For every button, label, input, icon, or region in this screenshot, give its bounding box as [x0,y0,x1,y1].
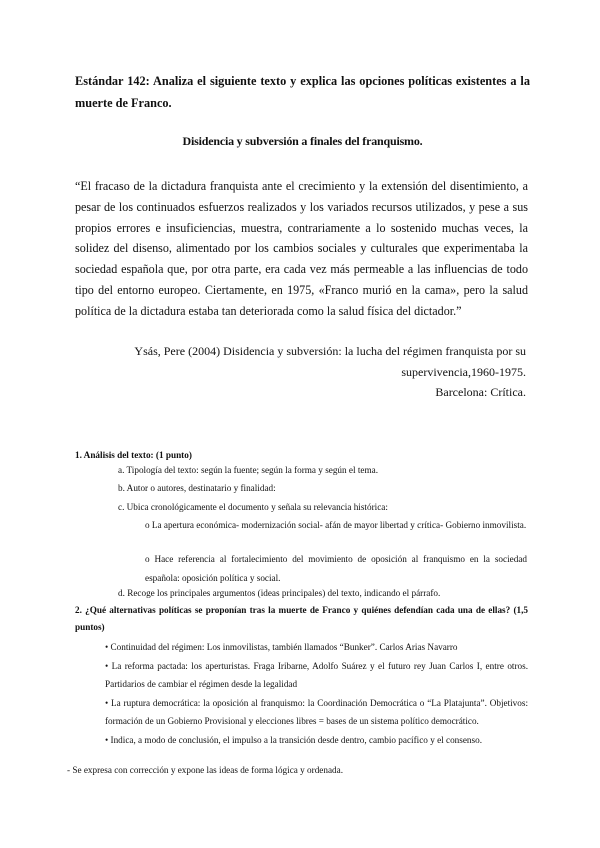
final-note: - Se expresa con corrección y expone las ideas de forma lógica y ordenada. [67,765,344,775]
standard-heading: Estándar 142: Analiza el siguiente texto y explica las opciones políticas existentes a la muerte de Franco. [75,74,530,110]
bullet-continuity: • Continuidad del régimen: Los inmovilistas, también llamados “Bunker”. Carlos Arias Navarro [105,642,458,652]
item-b: b. Autor o autores, destinatario y finalidad: [118,483,276,493]
citation-line-2: supervivencia,1960-1975. [401,364,526,379]
text-title: Disidencia y subversión a finales del franquismo. [182,134,423,148]
item-c-point-1: o La apertura económica- modernización social- afán de mayor libertad y crítica- Gobierno inmovilista. [145,520,527,530]
section-1-label: . Análisis del texto: (1 punto) [79,450,192,460]
item-c: c. Ubica cronológicamente el documento y señala su relevancia histórica: [118,502,388,512]
quote-paragraph: “El fracaso de la dictadura franquista ante el crecimiento y la extensión del disentimiento, a pesar de los continuados esfuerzos realizados y los variados recursos utilizados, y pese a sus propios errores e insuficiencias, muestra, contrariamente a lo sostenido muchas veces, la solidez del disenso, alimentado por los cambios sociales y culturales que experimentaba la sociedad española que, por otra parte, era cada vez más permeable a las influencias de todo tipo del entorno europeo. Ciertamente, en 1975, «Franco murió en la cama», pero la salud política de la dictadura estaba tan deteriorada como la salud física del dictador.” [75,179,528,318]
bullet-reform: • La reforma pactada: los aperturistas. Fraga Iribarne, Adolfo Suárez y el futuro rey Juan Carlos I, entre otros. Partidarios de cambiar el régimen desde la legalidad [105,660,528,689]
citation-line-3: Barcelona: Crítica. [435,385,526,399]
section-1-number: 1 [75,450,80,460]
bullet-conclusion: • Indica, a modo de conclusión, el impulso a la transición desde dentro, cambio pacífico y el consenso. [105,734,482,745]
item-a: a. Tipología del texto: según la fuente; según la forma y según el tema. [118,465,378,475]
item-c-point-2: o Hace referencia al fortalecimiento del movimiento de oposición al franquismo en la sociedad española: oposición política y social. [145,554,527,583]
bullet-rupture: • La ruptura democrática: la oposición al franquismo: la Coordinación Democrática o “La Platajunta”. Objetivos: formación de un Gobierno Provisional y elecciones libres = bases de un sistema político democrático. [105,697,528,726]
item-d: d. Recoge los principales argumentos (ideas principales) del texto, indicando el párrafo. [118,588,441,598]
citation-line-1: Ysás, Pere (2004) Disidencia y subversión: la lucha del régimen franquista por su [134,344,526,358]
section-2-title: 2. ¿Qué alternativas políticas se proponían tras la muerte de Franco y quiénes defendían cada una de ellas? (1,5 puntos) [75,605,528,632]
citation [126,341,526,403]
section-2-bullets [105,638,528,749]
